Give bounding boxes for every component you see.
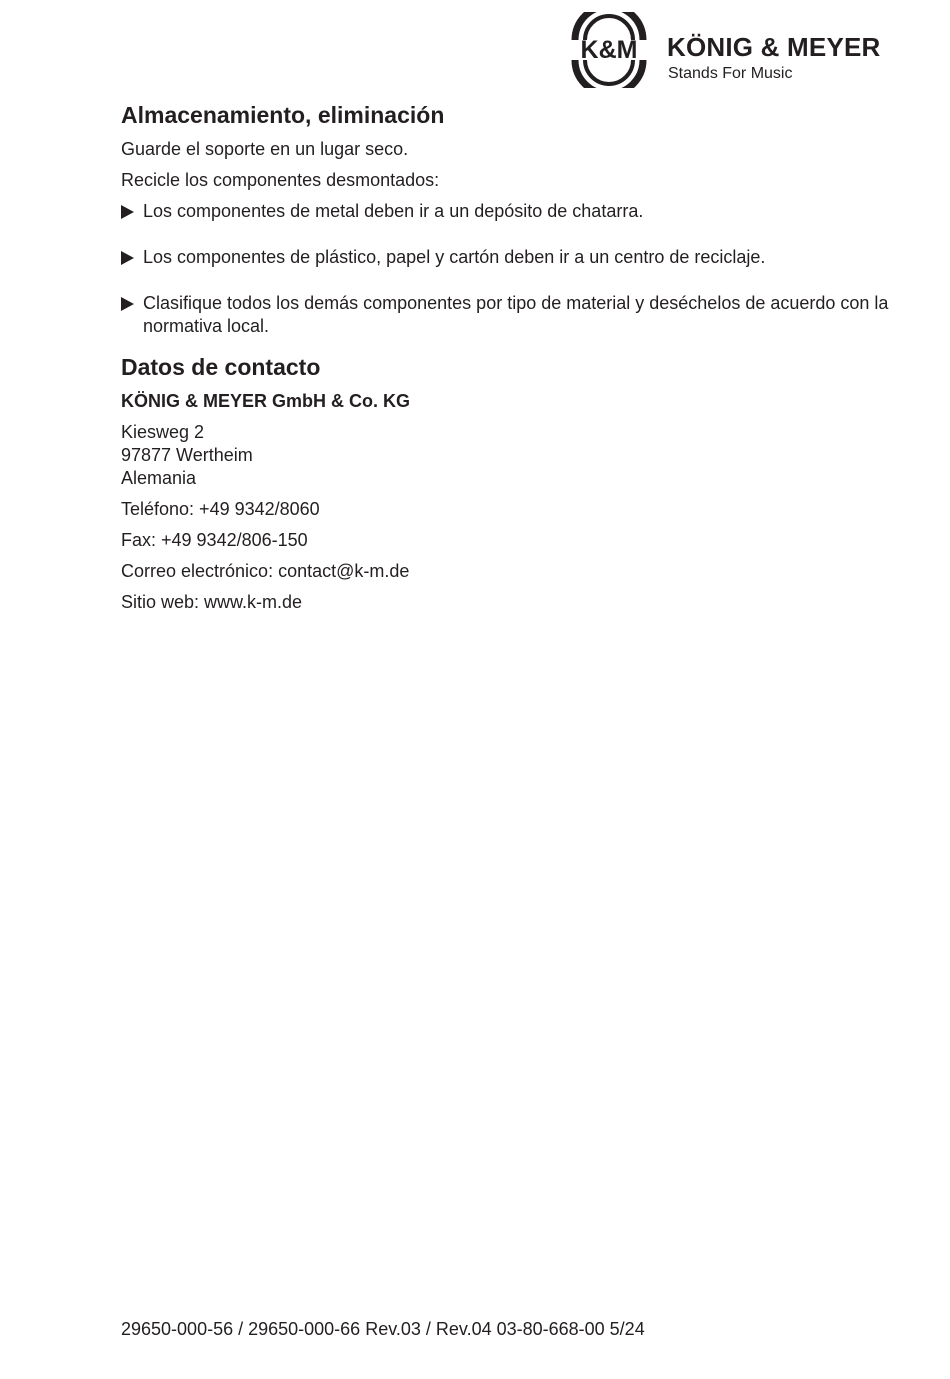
logo-abbrev: K&M (580, 36, 638, 64)
play-arrow-icon (121, 205, 134, 219)
contact-fax: Fax: +49 9342/806-150 (121, 530, 308, 550)
contact-phone: Teléfono: +49 9342/8060 (121, 499, 320, 519)
address-street: Kiesweg 2 (121, 422, 205, 442)
logo-tagline: Stands For Music (668, 65, 793, 82)
contact-email: Correo electrónico: contact@k-m.de (121, 561, 410, 581)
contact-heading: Datos de contacto (121, 354, 321, 380)
km-logo-icon (566, 12, 652, 88)
list-item (121, 292, 921, 338)
storage-line-dry: Guarde el soporte en un lugar seco. (121, 139, 409, 159)
storage-line-recycle: Recicle los componentes desmontados: (121, 170, 440, 190)
logo-company-name: KÖNIG & MEYER (667, 32, 881, 62)
list-item (121, 246, 921, 269)
list-item (121, 200, 921, 223)
bullet-text-metal: Los componentes de metal deben ir a un depósito de chatarra. (143, 201, 644, 221)
address-country: Alemania (121, 468, 197, 488)
play-arrow-icon (121, 251, 134, 265)
address-city: 97877 Wertheim (121, 445, 253, 465)
contact-website: Sitio web: www.k-m.de (121, 592, 303, 612)
bullet-text-plastic: Los componentes de plástico, papel y cartón deben ir a un centro de reciclaje. (143, 247, 766, 267)
play-arrow-icon (121, 297, 134, 311)
storage-heading: Almacenamiento, eliminación (121, 102, 445, 128)
contact-address (121, 421, 921, 490)
contact-company: KÖNIG & MEYER GmbH & Co. KG (121, 391, 411, 411)
page-content (121, 100, 921, 614)
footer-document-code: 29650-000-56 / 29650-000-66 Rev.03 / Rev.04 03-80-668-00 5/24 (121, 1319, 645, 1339)
bullet-text-other: Clasifique todos los demás componentes por tipo de material y deséchelos de acuerdo con la normativa local. (143, 293, 889, 336)
brand-logo (566, 12, 938, 88)
